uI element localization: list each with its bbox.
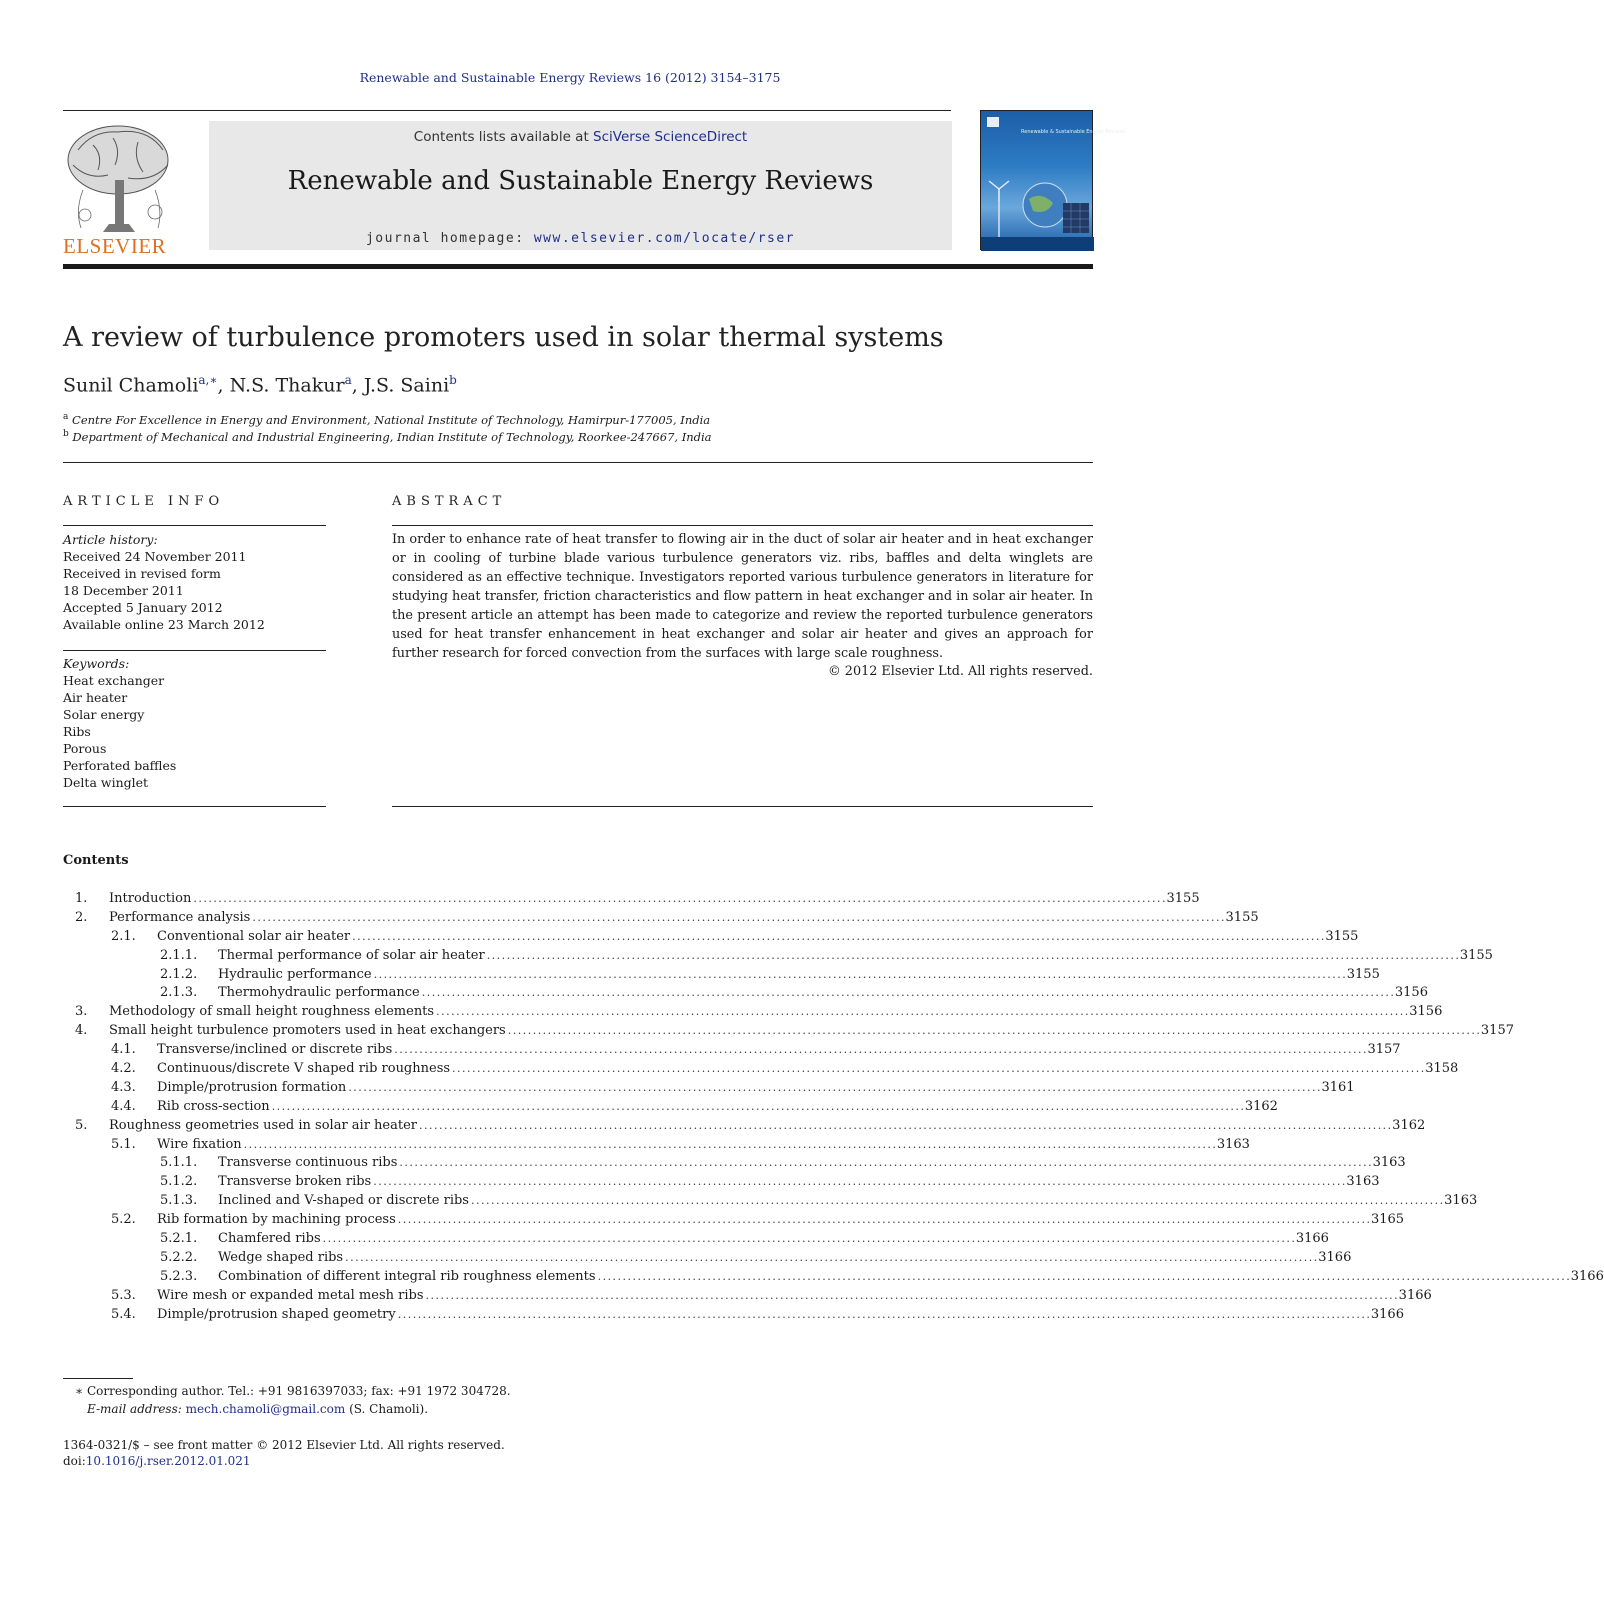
toc-leader-dots <box>193 892 1164 905</box>
toc-leader-dots <box>398 1213 1369 1226</box>
toc-leader-dots <box>598 1270 1569 1283</box>
toc-leader-dots <box>398 1308 1369 1321</box>
toc-entry-title: Thermal performance of solar air heater <box>218 947 485 963</box>
contents-heading: Contents <box>63 853 129 868</box>
affiliation-mark: a <box>63 412 69 422</box>
cover-title-text: Renewable & Sustainable Energy Reviews <box>1021 129 1126 135</box>
author-name: Sunil Chamoli <box>63 374 199 397</box>
author-name: J.S. Saini <box>363 374 450 397</box>
toc-entry-page: 3163 <box>1372 1155 1406 1171</box>
toc-entry-title: Transverse broken ribs <box>218 1174 372 1190</box>
toc-entry-number: 4.1. <box>111 1042 136 1058</box>
toc-entry-page: 3156 <box>1394 985 1428 1001</box>
journal-banner <box>209 121 952 250</box>
abstract-bottom-rule <box>392 806 1093 807</box>
journal-homepage-line <box>209 231 952 246</box>
toc-entry[interactable] <box>63 1042 1401 1061</box>
toc-entry[interactable] <box>63 1098 1278 1118</box>
article-info-bottom-rule <box>63 806 326 807</box>
email-suffix: (S. Chamoli). <box>345 1402 429 1416</box>
toc-entry-number: 5.1. <box>111 1136 136 1152</box>
affiliation-text: Department of Mechanical and Industrial Engineering, Indian Institute of Technology, Roorkee-247667, India <box>72 429 712 444</box>
keyword: Ribs <box>63 724 91 739</box>
toc-entry-title: Chamfered ribs <box>218 1231 321 1247</box>
toc-entry-number: 2.1.1. <box>160 947 198 963</box>
toc-entry-page: 3166 <box>1370 1306 1404 1322</box>
toc-entry-title: Dimple/protrusion formation <box>157 1079 347 1095</box>
toc-entry-page: 3165 <box>1370 1212 1405 1228</box>
toc-entry-title: Roughness geometries used in solar air heater <box>109 1117 417 1133</box>
toc-entry-title: Wire mesh or expanded metal mesh ribs <box>157 1287 424 1303</box>
front-matter-line: 1364-0321/$ – see front matter © 2012 Elsevier Ltd. All rights reserved. <box>63 1438 505 1452</box>
journal-homepage-link[interactable]: www.elsevier.com/locate/rser <box>533 231 796 246</box>
toc-entry-number: 4. <box>75 1023 88 1039</box>
affiliation-b <box>63 429 712 444</box>
toc-leader-dots <box>426 1289 1397 1302</box>
toc-entry[interactable] <box>63 1004 1443 1023</box>
toc-entry-number: 5.4. <box>111 1306 136 1322</box>
toc-entry-number: 2.1. <box>111 928 136 944</box>
toc-entry-page: 3155 <box>1325 928 1359 944</box>
toc-entry[interactable] <box>63 1193 1478 1212</box>
toc-entry[interactable] <box>63 1174 1380 1193</box>
keyword: Perforated baffles <box>63 758 177 773</box>
contents-prefix: Contents lists available at <box>413 129 594 145</box>
toc-entry-title: Conventional solar air heater <box>157 928 351 944</box>
toc-entry-title: Methodology of small height roughness elements <box>109 1004 435 1020</box>
abstract-copyright: © 2012 Elsevier Ltd. All rights reserved. <box>827 664 1093 679</box>
contents-availability-line <box>209 129 952 145</box>
toc-entry[interactable] <box>63 1287 1432 1307</box>
toc-entry-number: 4.2. <box>111 1061 136 1077</box>
toc-entry-page: 3166 <box>1398 1287 1432 1303</box>
doi-prefix: doi: <box>63 1454 86 1468</box>
keyword: Air heater <box>63 690 128 705</box>
doi-link[interactable]: 10.1016/j.rser.2012.01.021 <box>85 1454 251 1468</box>
toc-entry[interactable] <box>63 1212 1405 1231</box>
email-link[interactable]: mech.chamoli@gmail.com <box>185 1402 346 1416</box>
affiliation-a <box>63 412 710 427</box>
toc-leader-dots <box>508 1024 1479 1037</box>
toc-entry[interactable] <box>63 947 1493 967</box>
keywords <box>63 655 328 791</box>
toc-leader-dots <box>272 1100 1243 1113</box>
footnote-mark: ∗ <box>75 1384 84 1398</box>
toc-leader-dots <box>399 1156 1370 1169</box>
sciencedirect-link[interactable]: SciVerse ScienceDirect <box>593 129 748 145</box>
toc-entry-page: 3156 <box>1409 1004 1443 1020</box>
toc-leader-dots <box>487 949 1458 962</box>
affiliation-text: Centre For Excellence in Energy and Environment, National Institute of Technology, Hamirpur-177005, India <box>72 412 711 427</box>
keyword: Solar energy <box>63 707 145 722</box>
toc-leader-dots <box>471 1194 1442 1207</box>
history-item: Received 24 November 2011 <box>63 549 247 564</box>
toc-entry[interactable] <box>63 891 1200 910</box>
toc-entry-title: Inclined and V-shaped or discrete ribs <box>218 1193 469 1209</box>
masthead-thick-rule <box>63 264 1093 269</box>
toc-leader-dots <box>452 1062 1423 1075</box>
journal-title: Renewable and Sustainable Energy Reviews <box>287 166 874 196</box>
journal-citation: Renewable and Sustainable Energy Reviews 16 (2012) 3154–3175 <box>359 70 781 85</box>
toc-entry-page: 3157 <box>1480 1023 1514 1039</box>
toc-entry-page: 3158 <box>1425 1061 1459 1077</box>
history-item: Received in revised form <box>63 566 221 581</box>
toc-entry-number: 5. <box>75 1117 88 1133</box>
toc-entry[interactable] <box>63 1079 1355 1099</box>
keyword: Delta winglet <box>63 775 149 790</box>
toc-entry[interactable] <box>63 1061 1459 1080</box>
abstract-heading: ABSTRACT <box>392 494 507 509</box>
toc-entry-number: 5.2.3. <box>160 1268 198 1284</box>
toc-leader-dots <box>252 911 1223 924</box>
toc-leader-dots <box>352 930 1323 943</box>
history-label: Article history: <box>63 532 158 547</box>
article-title: A review of turbulence promoters used in solar thermal systems <box>63 322 944 353</box>
toc-leader-dots <box>323 1232 1294 1245</box>
header-rule <box>63 462 1093 463</box>
toc-entry[interactable] <box>63 1231 1329 1250</box>
toc-entry-number: 5.1.1. <box>160 1155 198 1171</box>
toc-entry-number: 5.1.2. <box>160 1174 198 1190</box>
top-rule <box>63 110 951 111</box>
article-info-heading: ARTICLE INFO <box>63 494 225 509</box>
affiliation-mark: b <box>63 429 69 439</box>
toc-entry[interactable] <box>63 928 1359 948</box>
toc-entry-page: 3166 <box>1295 1231 1329 1247</box>
toc-entry-number: 1. <box>75 891 88 906</box>
doi-line <box>63 1454 251 1468</box>
history-item: Accepted 5 January 2012 <box>63 600 223 615</box>
toc-entry-title: Thermohydraulic performance <box>218 985 420 1001</box>
toc-entry[interactable] <box>63 1155 1406 1174</box>
toc-entry-page: 3162 <box>1392 1117 1426 1133</box>
toc-entry-page: 3155 <box>1225 909 1259 925</box>
toc-leader-dots <box>373 1175 1344 1188</box>
toc-entry-number: 5.2. <box>111 1212 136 1228</box>
author-affiliation-mark[interactable]: b <box>449 373 457 387</box>
author-affiliation-mark[interactable]: a <box>344 373 352 387</box>
toc-entry-title: Transverse/inclined or discrete ribs <box>157 1042 393 1058</box>
abstract-top-rule <box>392 525 1093 526</box>
toc-entry-page: 3161 <box>1321 1079 1355 1095</box>
footnote-text: Corresponding author. Tel.: +91 9816397033; fax: +91 1972 304728. <box>83 1384 511 1398</box>
toc-entry-page: 3155 <box>1459 947 1493 963</box>
toc-entry-title: Small height turbulence promoters used in heat exchangers <box>109 1023 506 1039</box>
history-item: Available online 23 March 2012 <box>63 617 265 632</box>
email-footnote <box>87 1402 428 1416</box>
author-affiliation-mark[interactable]: a,∗ <box>198 373 218 387</box>
footnote-rule <box>63 1378 133 1379</box>
keyword: Porous <box>63 741 107 756</box>
toc-entry-number: 2. <box>75 909 88 925</box>
journal-cover-thumbnail[interactable] <box>980 110 1126 250</box>
toc-leader-dots <box>244 1138 1215 1151</box>
toc-entry[interactable] <box>63 1117 1426 1137</box>
toc-entry-page: 3163 <box>1216 1136 1250 1152</box>
toc-leader-dots <box>374 968 1345 981</box>
toc-entry[interactable] <box>63 1023 1514 1042</box>
toc-entry-title: Hydraulic performance <box>218 966 372 982</box>
elsevier-wordmark: ELSEVIER <box>63 234 167 258</box>
toc-entry-page: 3166 <box>1318 1249 1352 1265</box>
toc-entry-title: Transverse continuous ribs <box>218 1155 398 1171</box>
toc-entry-title: Introduction <box>109 891 192 906</box>
toc-entry-number: 5.1.3. <box>160 1193 198 1209</box>
email-label: E-mail address: <box>87 1402 186 1416</box>
toc-entry[interactable] <box>63 1306 1404 1326</box>
toc-entry-number: 2.1.3. <box>160 985 198 1001</box>
toc-entry[interactable] <box>63 1249 1352 1269</box>
toc-entry-page: 3162 <box>1244 1098 1278 1114</box>
toc-entry-number: 4.3. <box>111 1079 136 1095</box>
toc-entry-title: Performance analysis <box>109 909 251 925</box>
toc-leader-dots <box>422 986 1393 999</box>
toc-entry-page: 3155 <box>1166 891 1200 906</box>
abstract-text: In order to enhance rate of heat transfer to flowing air in the duct of solar air heater and in heat exchanger or in cooling of turbine blade various turbulence generators viz. ribs, baffles and delta winglets are considered as an effective technique. Investigators reported various turbulence generators in literature for studying heat transfer, friction characteristics and flow pattern in heat exchanger and in solar air heater. In the present article an attempt has been made to categorize and review the reported turbulence generators used for heat transfer enhancement in heat exchanger and solar air heater and gives an approach for further research for forced convection from the surfaces with large scale roughness. <box>392 532 1093 661</box>
author-list: Sunil Chamoli$^{a,∗}$, N.S. Thakur$^a$, J.S. Saini$^b$ <box>63 373 457 397</box>
toc-entry-title: Wedge shaped ribs <box>218 1249 344 1265</box>
toc-entry[interactable] <box>63 966 1380 986</box>
keywords-rule <box>63 650 326 651</box>
toc-entry-number: 5.2.1. <box>160 1231 198 1247</box>
toc-entry-number: 2.1.2. <box>160 966 198 982</box>
toc-entry-number: 5.3. <box>111 1287 136 1303</box>
toc-entry-title: Combination of different integral rib roughness elements <box>218 1268 596 1284</box>
toc-entry-number: 5.2.2. <box>160 1249 198 1265</box>
toc-entry-page: 3166 <box>1570 1268 1604 1284</box>
journal-cover-image-icon <box>981 111 1126 251</box>
toc-entry-title: Wire fixation <box>157 1136 242 1152</box>
corresponding-author-footnote <box>75 1384 511 1398</box>
toc-entry-page: 3155 <box>1346 966 1380 982</box>
toc-entry-title: Rib formation by machining process <box>157 1212 396 1228</box>
toc-entry-page: 3163 <box>1346 1174 1380 1190</box>
toc-entry-title: Rib cross-section <box>157 1098 270 1114</box>
toc-entry[interactable] <box>63 1268 1604 1288</box>
history-item: 18 December 2011 <box>63 583 184 598</box>
toc-entry[interactable] <box>63 985 1428 1004</box>
homepage-prefix: journal homepage: <box>365 231 534 246</box>
toc-entry[interactable] <box>63 1136 1250 1156</box>
article-history <box>63 531 328 633</box>
toc-entry-page: 3157 <box>1367 1042 1401 1058</box>
keyword: Heat exchanger <box>63 673 165 688</box>
toc-leader-dots <box>436 1005 1407 1018</box>
toc-entry-title: Continuous/discrete V shaped rib roughness <box>157 1061 451 1077</box>
keywords-label: Keywords: <box>63 656 130 671</box>
toc-entry-title: Dimple/protrusion shaped geometry <box>157 1306 396 1322</box>
author-name: N.S. Thakur <box>229 374 345 397</box>
toc-entry-number: 3. <box>75 1004 88 1020</box>
toc-entry-page: 3163 <box>1444 1193 1478 1209</box>
toc-leader-dots <box>345 1251 1316 1264</box>
toc-entry[interactable] <box>63 909 1259 929</box>
toc-entry-number: 4.4. <box>111 1098 136 1114</box>
table-of-contents <box>63 891 1604 1325</box>
article-info-rule <box>63 525 326 526</box>
toc-leader-dots <box>394 1043 1365 1056</box>
toc-leader-dots <box>419 1119 1390 1132</box>
toc-leader-dots <box>348 1081 1319 1094</box>
